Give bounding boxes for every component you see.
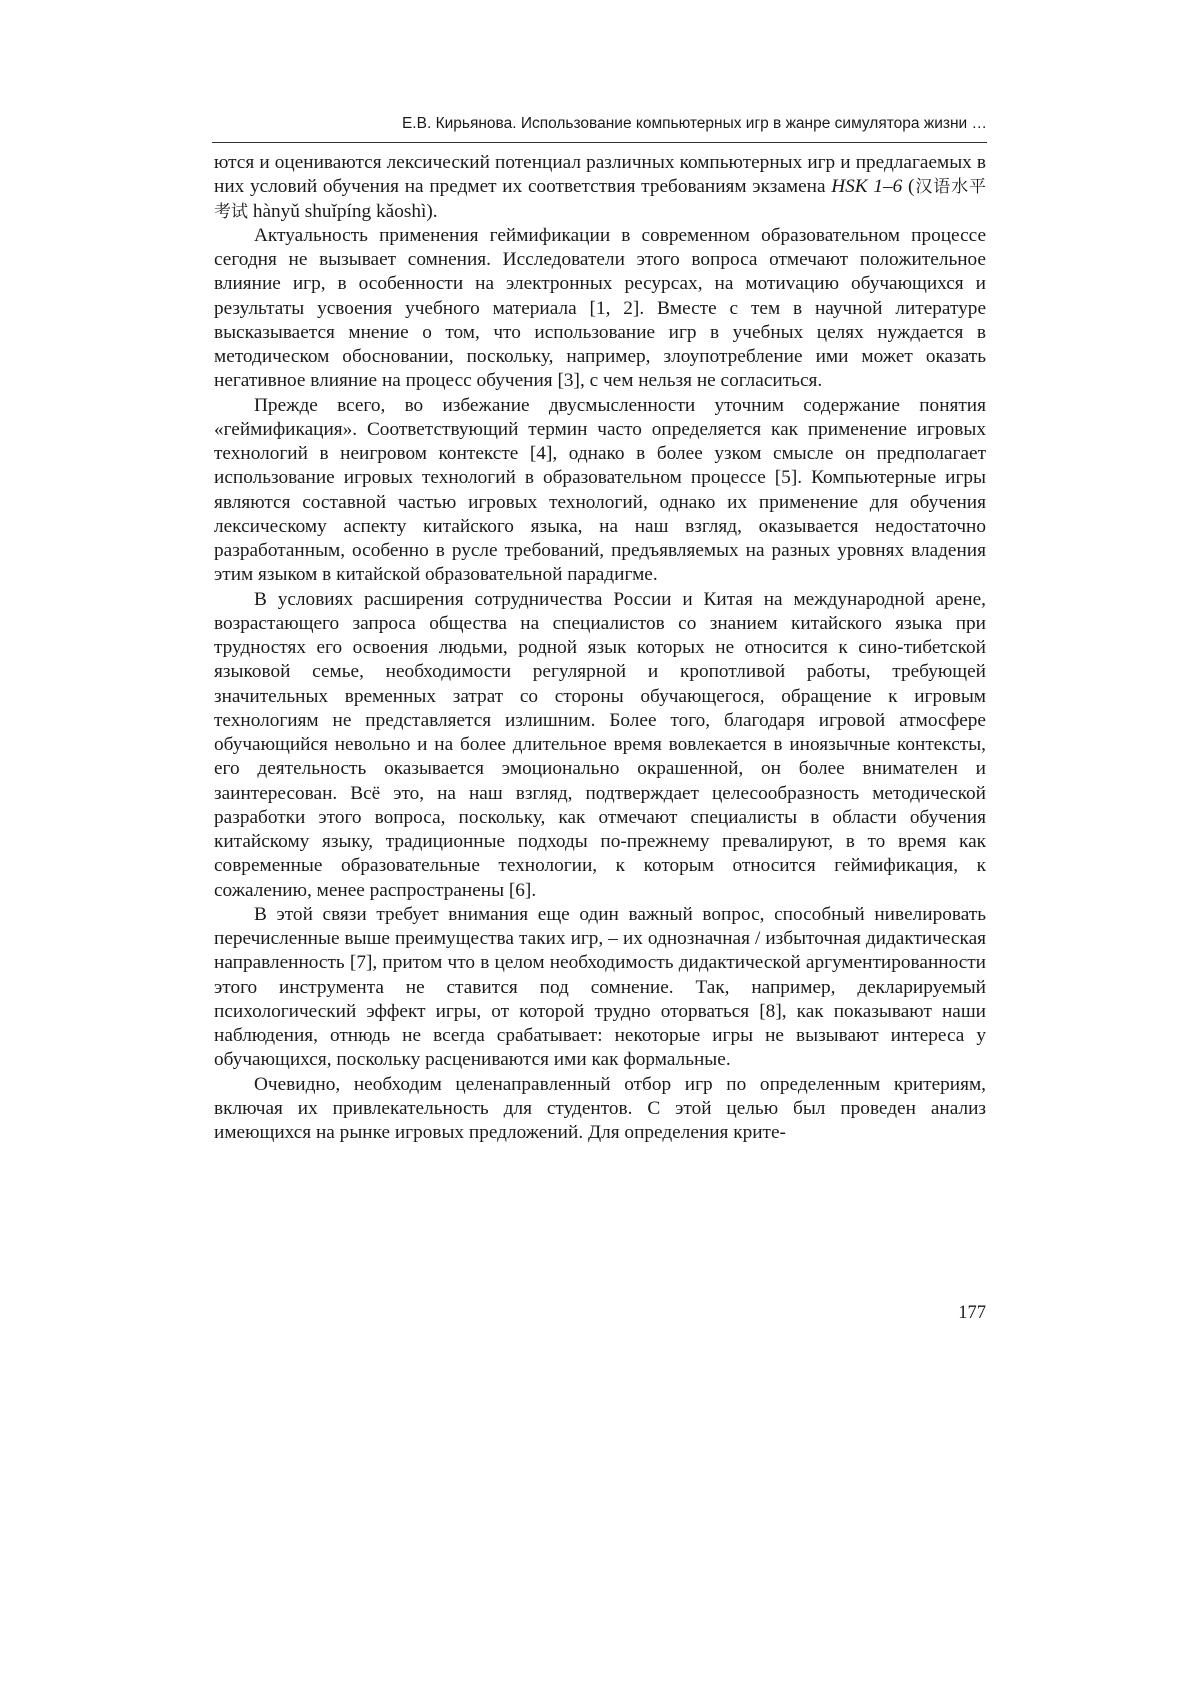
- chinese-term: 汉语水平考试: [214, 177, 987, 222]
- header-rule: [212, 142, 987, 143]
- paragraph-continuation: [214, 151, 986, 224]
- page-number: 177: [958, 1303, 986, 1323]
- running-header: Е.В. Кирьянова. Использование компьютерных игр в жанре симулятора жизни …: [401, 115, 987, 132]
- paragraph-text: ются и оцениваются лексический потенциал различных компьютерных игр и предлагаемых в них условий обучения на предмет их соответствия требованиям экзамена: [214, 152, 986, 198]
- article-body: [214, 151, 986, 1145]
- paragraph: Актуальность применения геймификации в современном образовательном процессе сегодня не вызывает сомнения. Исследователи этого вопроса отмечают положительное влияние игр, в особенности на электронных ресурсах, на мотиvацию обучающихся и результаты усвоения учебного материала [1, 2]. Вместе с тем в научной литературе высказывается мнение о том, что использование игр в учебных целях нуждается в методическом обосновании, поскольку, например, злоупотребление ими может оказать негативное влияние на процесс обучения [3], с чем нельзя не согласиться.: [214, 224, 986, 392]
- paragraph: В условиях расширения сотрудничества России и Китая на международной арене, возрастающего запроса общества на специалистов со знанием китайского языка при трудностях его освоения людьми, родной язык которых не относится к сино-тибетской языковой семье, необходимости регулярной и кропотливой работы, требующей значительных временных затрат со стороны обучающегося, обращение к игровым технологиям не представляется излишним. Более того, благодаря игровой атмосфере обучающийся невольно и на более длительное время вовлекается в иноязычные контексты, его деятельность оказывается эмоционально окрашенной, он более внимателен и заинтересован. Всё это, на наш взгляд, подтверждает целесообразность методической разработки этого вопроса, поскольку, как отмечают специалисты в области обучения китайскому языку, традиционные подходы по-прежнему превалируют, в то время как современные образовательные технологии, к которым относится геймификация, к сожалению, менее распространены [6].: [214, 588, 986, 901]
- paragraph: В этой связи требует внимания еще один важный вопрос, способный нивeлировать перечисленные выше преимущества таких игр, – их однозначная / избыточная дидактическая направленность [7], притом что в целом необходимость дидактической аргументированности этого инструмента не ставится под сомнение. Так, например, декларируемый психологический эффект игры, от которой трудно оторваться [8], как показывают наши наблюдения, отнюдь не всегда срабатывает: некоторые игры не вызывают интереса у обучающихся, поскольку расцениваются ими как формальные.: [214, 903, 986, 1071]
- exam-name: HSK 1–6: [831, 176, 903, 198]
- paragraph: Прежде всего, во избежание двусмысленности уточним содержание понятия «геймификация». Соответствующий термин часто определяется как применение игровых технологий в неигровом контексте [4], однако в более узком смысле он предполагает использование игровых технологий в образовательном процессе [5]. Компьютерные игры являются составной частью игровых технологий, однако их применение для обучения лексическому аспекту китайского языка, на наш взгляд, оказывается недостаточно разработанным, особенно в русле требований, предъявляемых на разных уровнях владения этим языком в китайской образовательной парадигме.: [214, 394, 986, 586]
- paren-open: (: [902, 176, 915, 198]
- pinyin-term: hànyǔ shuǐpíng kǎoshì).: [248, 200, 438, 222]
- paragraph: Очевидно, необходим целенаправленный отбор игр по определенным критериям, включая их привлекательность для студентов. С этой целью был проведен анализ имеющихся на рынке игровых предложений. Для определения крите-: [214, 1073, 986, 1143]
